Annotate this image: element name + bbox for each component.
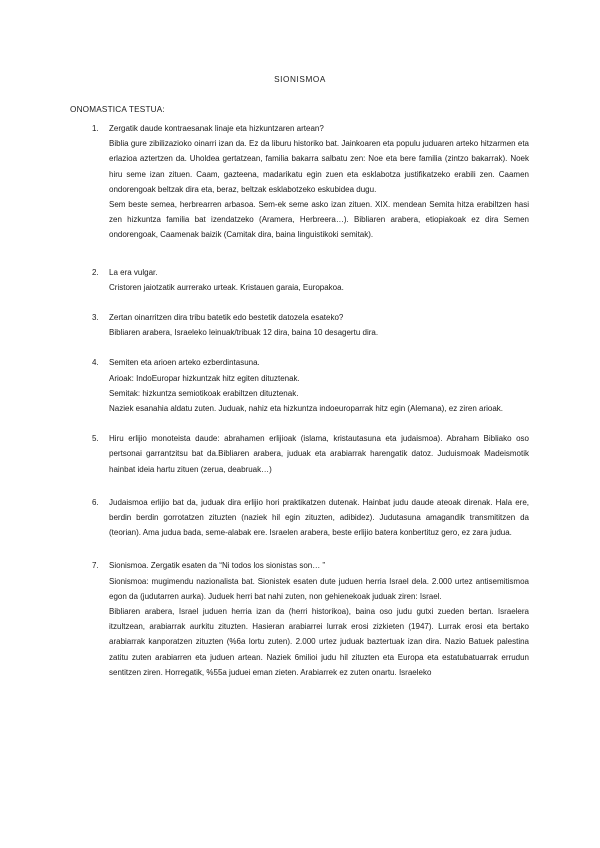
item-paragraph: Bibliaren arabera, Israeleko leinuak/tribuak 12 dira, baina 10 desagertu dira. <box>109 328 379 338</box>
item-paragraph: Bibliaren arabera, Israel juduen herria izan da (herri historikoa), baina oso judu gutxi zueden bertan. Israelera itzultzean, arabiarrak aurkitu zituzten. Hasieran arabiarrei lurrak erosi zizkieten (1947). Lurrak erosi eta bertako arabiarrak kanporatzen zituzten (%6a lortu zuten). 2.000 urtez juduak baztertuak izan dira. Nazio Batuek palestina zatitu zuten arabiarren eta juduen artean. Naziek 6milioi judu hil zituzten eta Europa eta estatubatuarrak errudun sentitzen ziren. Horregatik, %55a juduei eman zieten. Arabiarrek ez zuten onartu. Israeleko <box>109 607 529 677</box>
item-paragraph: Naziek esanahia aldatu zuten. Juduak, nahiz eta hizkuntza indoeuroparrak hitz egin (Alemana), ez ziren arioak. <box>109 404 504 414</box>
list-item <box>92 558 529 680</box>
question-list <box>0 121 600 680</box>
item-paragraph: Biblia gure zibilizazioko oinarri izan da. Ez da liburu historiko bat. Jainkoaren eta populu juduaren arteko hitzarmen eta erlazioa aztertzen da. Uholdea gertatzean, familia bakarra salbatu zen: Noe eta bere familia (zintzo bakarrak). Noek hiru seme izan zituen. Caam, gazteena, madarikatu egin zuen eta esklabotza justifikatzeko erabili zen. Caamen ondorengoak beltzak dira eta, beraz, beltzak esklabotzeko eskubidea dugu. <box>109 139 529 194</box>
item-paragraph: Judaismoa erlijio bat da, juduak dira erlijio hori praktikatzen dutenak. Hainbat judu daude ateoak direnak. Hala ere, berdin berdin gorrotatzen zituzten (naziek hil egin zituzten, adibidez). Judutasuna amagandik transmititzen da (teorian). Ama judua bada, seme-alabak ere. Israelen arabera, beste erlijio batera konbertituz gero, ez zara judua. <box>109 497 529 538</box>
item-number: 5. <box>92 434 99 444</box>
item-number: 3. <box>92 313 99 323</box>
item-paragraph: Cristoren jaiotzatik aurrerako urteak. Kristauen garaia, Europakoa. <box>109 282 344 292</box>
list-item <box>92 355 529 416</box>
item-question: Zertan oinarritzen dira tribu batetik edo bestetik datozela esateko? <box>109 313 344 323</box>
item-number: 2. <box>92 267 99 277</box>
item-question: La era vulgar. <box>109 267 158 277</box>
item-number: 6. <box>92 497 99 507</box>
item-question: Sionismoa. Zergatik esaten da “Ni todos los sionistas son… ” <box>109 561 326 571</box>
document-subtitle: ONOMASTICA TESTUA: <box>70 105 165 114</box>
document-title: SIONISMOA <box>274 75 326 84</box>
item-paragraph: Semitak: hizkuntza semiotikoak erabiltzen dituztenak. <box>109 388 299 398</box>
item-number: 7. <box>92 561 99 571</box>
list-item <box>92 310 529 340</box>
item-question: Zergatik daude kontraesanak linaje eta hizkuntzaren artean? <box>109 124 324 133</box>
item-number: 1. <box>92 124 99 133</box>
item-number: 4. <box>92 358 99 368</box>
list-item <box>92 495 529 541</box>
item-paragraph: Sionismoa: mugimendu nazionalista bat. Sionistek esaten dute juduen herria Israel dela. 2.000 urtez antisemitismoa egon da (judutarren aurka). Juduek herri bat nahi zuten, non gehienekoak juduak ziren: Israel. <box>109 576 529 601</box>
item-question: Semiten eta arioen arteko ezberdintasuna. <box>109 358 260 368</box>
list-item <box>92 265 529 295</box>
list-item <box>92 431 529 477</box>
item-paragraph: Sem beste semea, herbrearren arbasoa. Sem-ek seme asko izan zituen. XIX. mendean Semita hitza erabiltzen hasi zen hizkuntza familia bat izendatzeko (Aramera, Herbreera…). Bibliaren arabera, etiopiakoak ez dira Semen ondorengoak, Caamenak baizik (Camitak dira, baina linguistikoki semitak). <box>109 200 529 240</box>
list-item <box>92 121 529 243</box>
item-paragraph: Arioak: IndoEuropar hizkuntzak hitz egiten dituztenak. <box>109 373 300 383</box>
item-paragraph: Hiru erlijio monoteista daude: abrahamen erlijioak (islama, kristautasuna eta judaismoa). Abraham Bibliako oso pertsonai garrantzitsu bat da.Bibliaren arabera, juduak eta arabiarrak harengatik datoz. Juduismoak Madeismotik hainbat ideia hartu zituen (zerua, deabruak…) <box>109 434 529 474</box>
